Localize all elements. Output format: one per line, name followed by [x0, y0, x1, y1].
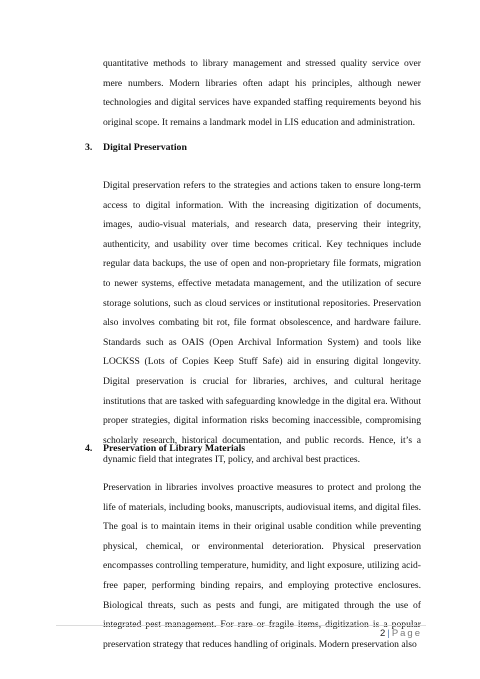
section-heading-digital-preservation [85, 141, 187, 155]
section-number: 3. [85, 142, 93, 153]
section-title: Preservation of Library Materials [103, 443, 246, 454]
section-number: 4. [85, 443, 93, 454]
section-body-digital-preservation: Digital preservation refers to the strategies and actions taken to ensure long-term access to digital information. With the increasing digitization of documents, images, audio-visual materials, and research data, preserving their integrity, authenticity, and usability over time becomes critical. Key techniques include regular data backups, the use of open and non-proprietary file formats, migration to newer systems, effective metadata management, and the utilization of secure storage solutions, such as cloud services or institutional repositories. Preservation also involves combating bit rot, file format obsolescence, and hardware failure. Standards such as OAIS (Open Archival Information System) and tools like LOCKSS (Lots of Copies Keep Stuff Safe) aid in ensuring digital longevity. Digital preservation is crucial for libraries, archives, and cultural heritage institutions that are tasked with safeguarding knowledge in the digital era. Without proper strategies, digital information risks becoming inaccessible, compromising scholarly research, historical documentation, and public records. Hence, it’s a dynamic field that integrates IT, policy, and archival best practices. [103, 180, 421, 466]
page-footer [380, 628, 422, 640]
intro-paragraph: quantitative methods to library management and stressed quality service over mere numbers. Modern libraries often adapt his principles, although newer technologies and digital services have expanded staffing requirements beyond his original scope. It remains a landmark model in LIS education and administration. [103, 58, 421, 128]
footer-separator: | [387, 628, 390, 639]
page-number: 2 [380, 628, 386, 639]
section-title: Digital Preservation [103, 142, 187, 153]
footer-divider [56, 625, 426, 626]
page-word: Page [391, 628, 422, 639]
section-body-preservation-library-materials: Preservation in libraries involves proactive measures to protect and prolong the life of materials, including books, manuscripts, audiovisual items, and digital files. The goal is to maintain items in their original usable condition while preventing physical, chemical, or environmental deterioration. Physical preservation encompasses controlling temperature, humidity, and light exposure, utilizing acid-free paper, performing binding repairs, and employing protective enclosures. Biological threats, such as pests and fungi, are mitigated through the use of integrated pest management. For rare or fragile items, digitization is a popular preservation strategy that reduces handling of originals. Modern preservation also [103, 482, 421, 650]
section-heading-preservation-library-materials [85, 442, 245, 456]
